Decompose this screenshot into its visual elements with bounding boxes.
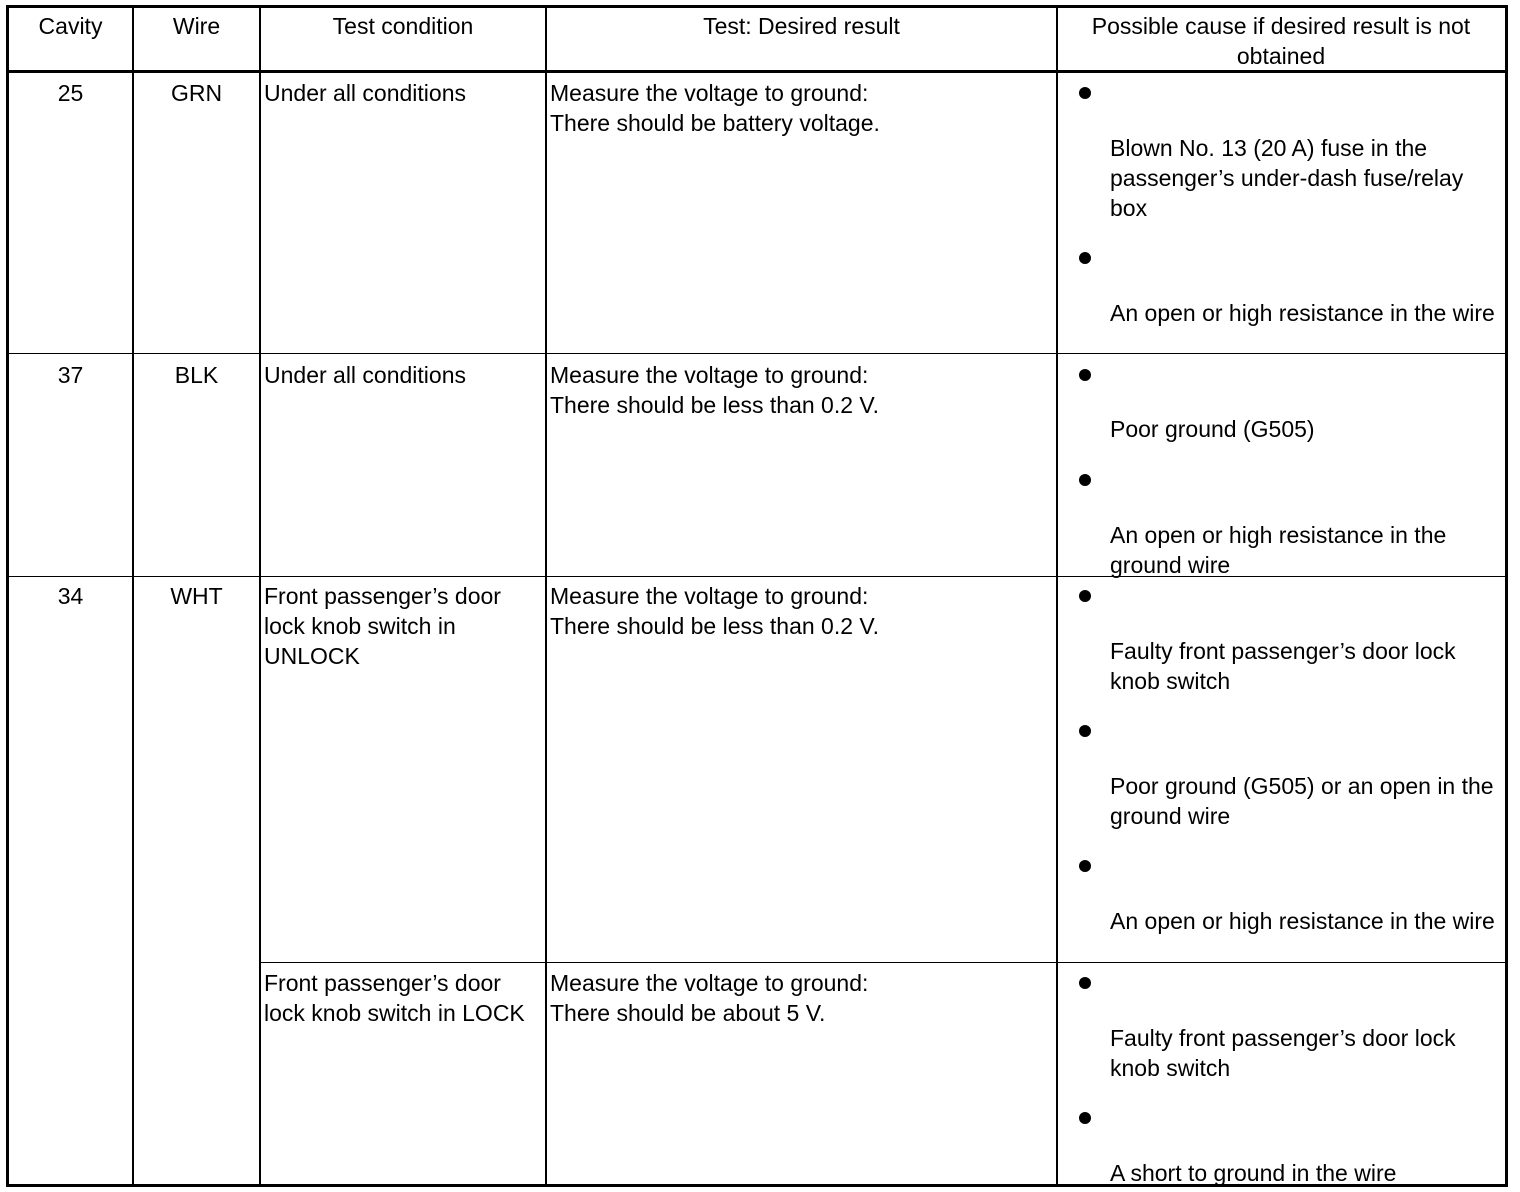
header-wire: Wire: [172, 13, 221, 39]
row3-condition: Front passenger’s door lock knob switch in UNLOCK: [264, 583, 501, 669]
bullet-icon: [1079, 725, 1091, 737]
bullet-icon: [1079, 860, 1091, 872]
row-divider-3: [259, 962, 1508, 963]
row4-cause-1: Faulty front passenger’s door lock knob switch: [1110, 1025, 1456, 1081]
row3-cause-1: Faulty front passenger’s door lock knob switch: [1110, 638, 1456, 694]
row1-result-line1: Measure the voltage to ground:: [550, 80, 869, 106]
row2-cause-1: Poor ground (G505): [1110, 416, 1315, 442]
bullet-icon: [1079, 590, 1091, 602]
row3-cavity: 34: [57, 583, 84, 609]
row4-result-line1: Measure the voltage to ground:: [550, 970, 869, 996]
row3-wire: WHT: [170, 583, 223, 609]
bullet-icon: [1079, 369, 1091, 381]
bullet-icon: [1079, 87, 1091, 99]
col-divider-3: [545, 5, 547, 1187]
header-cavity: Cavity: [38, 13, 103, 39]
row4-cause-2: A short to ground in the wire: [1110, 1160, 1397, 1186]
row2-cause-2: An open or high resistance in the ground wire: [1110, 522, 1447, 578]
row1-cavity: 25: [57, 80, 84, 106]
header-desired-result: Test: Desired result: [703, 13, 900, 39]
table-border-right: [1505, 5, 1508, 1187]
col-divider-2: [259, 5, 261, 1187]
row1-condition: Under all conditions: [264, 80, 467, 106]
row3-cause-2: Poor ground (G505) or an open in the ground wire: [1110, 773, 1494, 829]
row3-result-line1: Measure the voltage to ground:: [550, 583, 869, 609]
bullet-icon: [1079, 474, 1091, 486]
header-possible-cause: Possible cause if desired result is not obtained: [1091, 13, 1471, 69]
row2-wire: BLK: [174, 362, 219, 388]
col-divider-4: [1056, 5, 1058, 1187]
row2-result-line1: Measure the voltage to ground:: [550, 362, 869, 388]
row2-condition: Under all conditions: [264, 362, 467, 388]
header-test-condition: Test condition: [332, 13, 474, 39]
row1-wire: GRN: [170, 80, 223, 106]
row1-cause-2: An open or high resistance in the wire: [1110, 300, 1495, 326]
row-divider-1: [6, 353, 1508, 354]
row2-result-line2: There should be less than 0.2 V.: [550, 392, 880, 418]
bullet-icon: [1079, 977, 1091, 989]
row3-cause-3: An open or high resistance in the wire: [1110, 908, 1495, 934]
bullet-icon: [1079, 1112, 1091, 1124]
table-border-top: [6, 5, 1508, 8]
row2-cavity: 37: [57, 362, 84, 388]
row1-cause-1: Blown No. 13 (20 A) fuse in the passenger’s under-dash fuse/relay box: [1110, 135, 1464, 221]
bullet-icon: [1079, 252, 1091, 264]
row3-result-line2: There should be less than 0.2 V.: [550, 613, 880, 639]
row4-condition: Front passenger’s door lock knob switch in LOCK: [264, 970, 525, 1026]
row1-result-line2: There should be battery voltage.: [550, 110, 880, 136]
row4-result-line2: There should be about 5 V.: [550, 1000, 826, 1026]
